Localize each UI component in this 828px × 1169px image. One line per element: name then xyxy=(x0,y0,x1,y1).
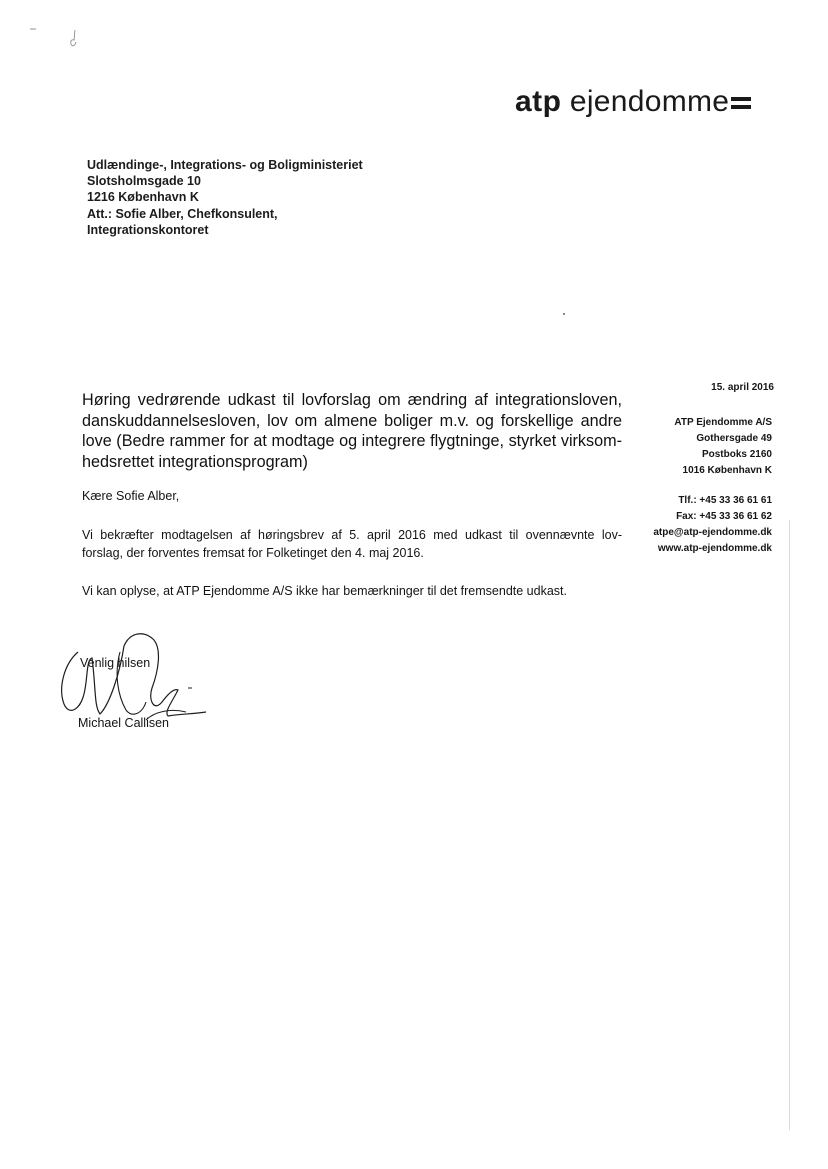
signatory-name: Michael Callisen xyxy=(78,716,170,730)
sender-name: ATP Ejendomme A/S xyxy=(674,417,772,428)
sender-box: Postboks 2160 xyxy=(701,449,772,460)
sender-website: www.atp-ejendomme.dk xyxy=(657,543,772,554)
subject-line: love (Bedre rammer for at modtage og integrere flygtninge, styrket virksom- xyxy=(82,432,622,450)
paragraph-line: Vi bekræfter modtagelsen af høringsbrev af 5. april 2016 med udkast til ovennævnte lov- xyxy=(82,528,622,542)
sender-info xyxy=(600,415,772,557)
logo-text-ejendomme: ejendomme xyxy=(569,85,730,118)
scan-artifact xyxy=(30,28,36,30)
paragraph-line: forslag, der forventes fremsat for Folketinget den 4. maj 2016. xyxy=(82,545,424,560)
letter-greeting xyxy=(82,488,622,506)
subject-line: Høring vedrørende udkast til lovforslag om ændring af integrationsloven, xyxy=(82,391,622,409)
sender-phone: Tlf.: +45 33 36 61 61 xyxy=(678,495,772,506)
letter-subject xyxy=(82,390,622,472)
letter-date: 15. april 2016 xyxy=(711,382,774,393)
paragraph-line: Vi kan oplyse, at ATP Ejendomme A/S ikke har bemærkninger til det fremsendte udkast. xyxy=(82,584,567,598)
sender-fax: Fax: +45 33 36 61 62 xyxy=(676,511,772,522)
subject-line: danskuddannelsesloven, lov om almene boliger m.v. og forskellige andre xyxy=(82,411,622,430)
sender-street: Gothersgade 49 xyxy=(696,433,772,444)
recipient-line: Integrationskontoret xyxy=(87,222,209,237)
scan-artifact xyxy=(563,313,565,315)
subject-line: hedsrettet integrationsprogram) xyxy=(82,452,308,471)
logo-text-atp: atp xyxy=(515,85,562,118)
recipient-line: 1216 København K xyxy=(87,190,199,205)
letter-paragraph xyxy=(82,527,622,562)
recipient-line: Udlændinge-, Integrations- og Boligministeriet xyxy=(87,158,363,172)
closing-text: Venlig hilsen xyxy=(80,656,151,670)
recipient-line: Slotsholmsgade 10 xyxy=(87,174,201,189)
scan-edge-line xyxy=(789,520,790,1130)
recipient-address xyxy=(87,157,363,238)
recipient-line: Att.: Sofie Alber, Chefkonsulent, xyxy=(87,206,278,221)
company-logo xyxy=(515,84,751,120)
letter-paragraph xyxy=(82,583,622,601)
scan-mark-icon xyxy=(68,28,80,50)
sender-email: atpe@atp-ejendomme.dk xyxy=(653,527,772,538)
greeting-text: Kære Sofie Alber, xyxy=(82,489,180,503)
handwritten-signature xyxy=(50,622,220,732)
sender-city: 1016 København K xyxy=(682,465,772,476)
logo-bars-icon xyxy=(731,97,751,109)
